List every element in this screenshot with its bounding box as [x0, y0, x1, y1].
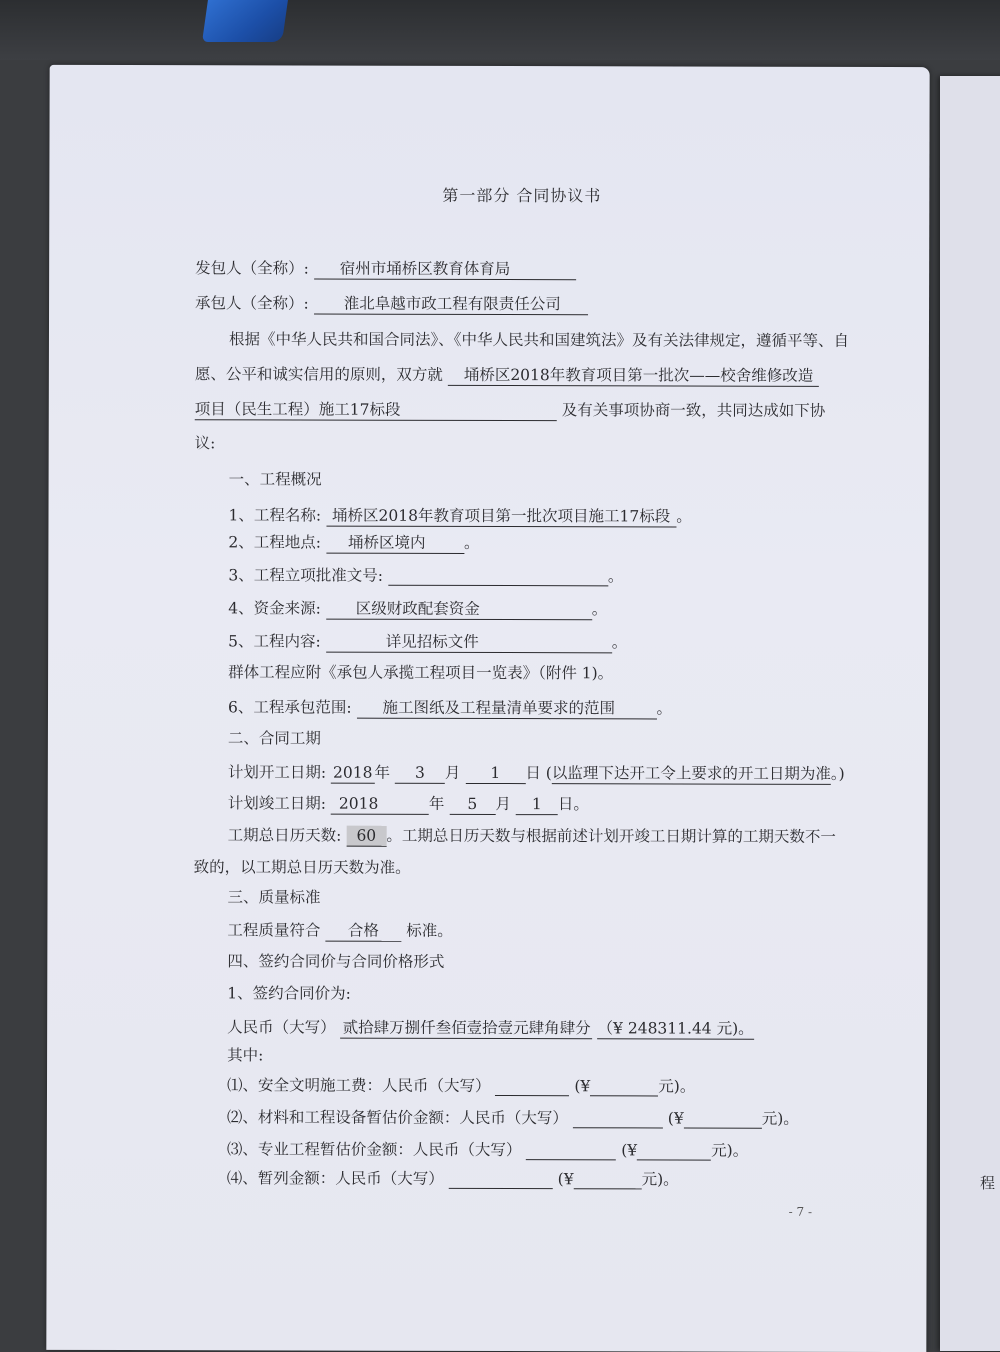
page-number: - 7 -	[788, 1204, 813, 1219]
item-5-period: 。	[611, 633, 628, 652]
start-day-char: 日	[525, 764, 541, 783]
sub-item-3-blank	[526, 1143, 616, 1160]
sub-item-2	[227, 1107, 799, 1128]
duration-row	[228, 825, 836, 848]
item-2-period: 。	[463, 533, 480, 552]
sub-item-4	[227, 1168, 679, 1189]
item-1-period: 。	[676, 507, 692, 526]
sub-item-1-amount-blank	[590, 1079, 658, 1096]
section-4-heading: 四、签约合同价与合同价格形式	[227, 952, 445, 971]
start-year-char: 年	[374, 763, 390, 782]
item-1-value: 埇桥区2018年教育项目第一批次项目施工17标段	[326, 506, 676, 528]
project-name-part-2: 项目（民生工程）施工17标段	[195, 399, 557, 421]
item-3-label: 3、工程立项批准文号:	[228, 566, 383, 585]
among-label: 其中:	[227, 1046, 264, 1065]
end-month: 5	[449, 794, 495, 815]
duration-text-1: 。工期总日历天数与根据前述计划开竣工日期计算的工期天数不一	[386, 826, 836, 846]
preamble-line-1: 根据《中华人民共和国合同法》、《中华人民共和国建筑法》及有关法律规定，遵循平等、自	[228, 330, 850, 350]
next-page-edge	[940, 76, 1000, 1351]
end-period: 。	[573, 795, 589, 814]
contractor-label: 承包人（全称）:	[195, 294, 309, 313]
sub-item-4-amount-blank	[574, 1172, 642, 1189]
quality-value: 合格	[325, 921, 401, 942]
quality-suffix: 标准。	[406, 921, 453, 940]
preamble-3-suffix: 及有关事项协商一致，共同达成如下协	[561, 401, 826, 420]
sub-item-3	[227, 1139, 748, 1160]
rmb-label: 人民币（大写）	[227, 1018, 336, 1037]
contractor-row	[195, 293, 588, 315]
item-2-value: 埇桥区境内	[326, 533, 464, 554]
duration-label: 工期总日历天数:	[227, 826, 342, 845]
start-month-char: 月	[444, 763, 461, 782]
item-4-value: 区级财政配套资金	[326, 599, 592, 621]
sub-item-4-label: ⑷、暂列金额：人民币（大写）	[226, 1169, 444, 1188]
sub-item-1-label: ⑴、安全文明施工费：人民币（大写）	[226, 1076, 491, 1096]
contract-price-item: 1、签约合同价为:	[227, 984, 351, 1003]
end-date-row	[228, 793, 589, 815]
item-4-label: 4、资金来源:	[228, 599, 321, 618]
item-5-label: 5、工程内容:	[228, 632, 321, 651]
preamble-line-4: 议:	[194, 434, 216, 453]
contract-scope-row	[228, 697, 672, 719]
duration-days: 60	[346, 826, 386, 847]
page-title: 第一部分 合同协议书	[442, 185, 602, 206]
sub-item-1-yuan-open: (¥	[574, 1077, 591, 1096]
section-3-heading: 三、质量标准	[227, 888, 321, 907]
sub-item-1	[227, 1075, 695, 1096]
item-6-value: 施工图纸及工程量清单要求的范围	[357, 698, 657, 720]
employer-label: 发包人（全称）:	[195, 259, 309, 278]
sub-item-4-blank	[449, 1172, 553, 1189]
sub-item-4-yuan-open: (¥	[557, 1170, 574, 1189]
contract-price-row	[227, 1017, 754, 1039]
project-location-row	[228, 532, 479, 554]
sub-item-3-amount-blank	[637, 1143, 711, 1160]
end-month-char: 月	[495, 795, 511, 814]
item-6-period: 。	[656, 699, 673, 718]
end-date-label: 计划竣工日期:	[227, 794, 327, 813]
employer-value: 宿州市埇桥区教育体育局	[314, 259, 576, 281]
sub-item-2-yuan-close: 元)。	[761, 1109, 799, 1128]
start-date-label: 计划开工日期:	[227, 763, 327, 782]
blue-object	[202, 0, 288, 42]
start-year: 2018	[331, 763, 375, 784]
group-project-note: 群体工程应附《承包人承揽工程项目一览表》（附件 1)。	[228, 663, 614, 683]
start-date-row: 计划开工日期: 2018 年 3 月 1 日 (以监理下达开工令上要求的开工日期为准。)	[227, 763, 845, 783]
funding-source-row	[228, 598, 607, 620]
end-day-char: 日	[557, 795, 574, 814]
preamble-2-prefix: 愿、公平和诚实信用的原则，双方就	[194, 365, 443, 384]
preamble-line-3	[195, 399, 826, 422]
sub-item-2-amount-blank	[684, 1112, 762, 1129]
contractor-value: 淮北阜越市政工程有限责任公司	[314, 294, 588, 316]
duration-text-2: 致的，以工期总日历天数为准。	[193, 858, 411, 877]
employer-row	[195, 258, 576, 280]
project-name-row	[228, 505, 691, 527]
sub-item-2-blank	[573, 1111, 663, 1128]
price-in-figures: （¥ 248311.44 元)。	[597, 1019, 754, 1038]
item-1-label: 1、工程名称:	[228, 506, 322, 525]
sub-item-3-yuan-close: 元)。	[711, 1141, 749, 1160]
sub-item-2-yuan-open: (¥	[667, 1109, 684, 1128]
project-content-row	[228, 631, 627, 653]
item-2-label: 2、工程地点:	[228, 533, 322, 552]
document-page	[46, 65, 929, 1352]
sub-item-3-label: ⑶、专业工程暂估价金额：人民币（大写）	[226, 1140, 522, 1160]
start-note: 以监理下达开工令上要求的开工日期为准	[551, 764, 831, 783]
item-5-value: 详见招标文件	[326, 632, 612, 654]
approval-number-row	[228, 565, 623, 586]
sub-item-2-label: ⑵、材料和工程设备暂估价金额：人民币（大写）	[226, 1108, 568, 1128]
sub-item-3-yuan-open: (¥	[621, 1141, 638, 1160]
section-1-heading: 一、工程概况	[228, 470, 322, 489]
item-3-period: 。	[607, 567, 624, 586]
sub-item-1-blank	[495, 1079, 569, 1096]
desk-background	[0, 0, 1000, 60]
item-6-label: 6、工程承包范围:	[227, 698, 352, 717]
sub-item-4-yuan-close: 元)。	[641, 1170, 679, 1189]
end-day: 1	[516, 794, 558, 815]
preamble-line-2	[195, 364, 819, 387]
end-year: 2018	[331, 794, 429, 815]
end-year-char: 年	[428, 794, 445, 813]
start-day: 1	[465, 763, 525, 784]
item-3-blank	[388, 569, 608, 587]
start-month: 3	[395, 763, 445, 784]
project-name-part-1: 埇桥区2018年教育项目第一批次——校舍维修改造	[448, 365, 820, 387]
quality-row	[227, 920, 452, 942]
price-in-words: 贰拾肆万捌仟叁佰壹拾壹元肆角肆分	[341, 1018, 593, 1040]
side-char: 程	[980, 1174, 996, 1192]
quality-prefix: 工程质量符合	[227, 921, 321, 940]
sub-item-1-yuan-close: 元)。	[658, 1077, 696, 1096]
section-2-heading: 二、合同工期	[227, 729, 321, 748]
item-4-period: 。	[591, 600, 608, 619]
